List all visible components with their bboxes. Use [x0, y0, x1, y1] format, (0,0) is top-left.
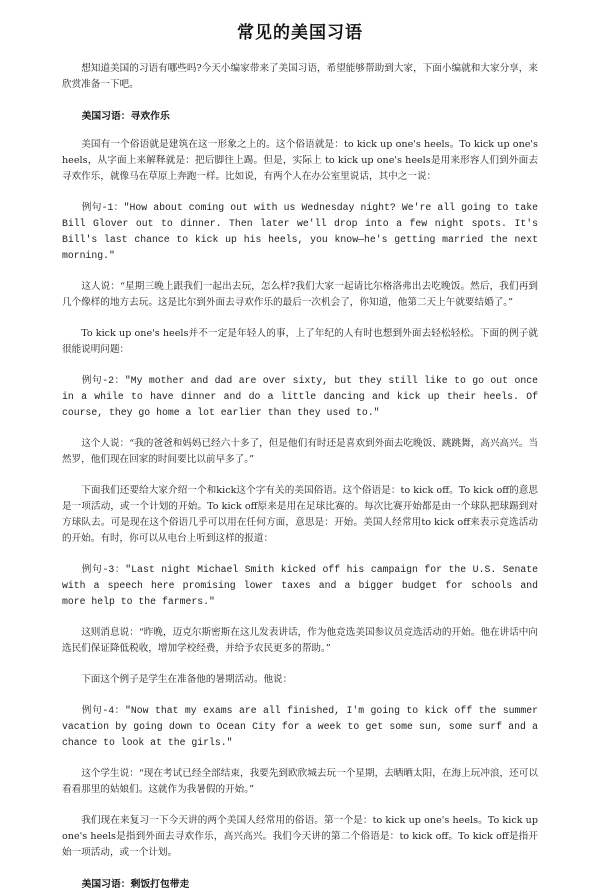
body-paragraph: 下面这个例子是学生在准备他的暑期活动。他说： [81, 674, 293, 685]
section-heading: 美国习语：剩饭打包带走 [81, 879, 190, 890]
translation-paragraph: 这个人说：“我的爸爸和妈妈已经六十多了，但是他们有时还是喜欢到外面去吃晚饭、跳跳舞，高兴高兴。当然罗，他们现在回家的时间要比以前早多了。” [62, 438, 538, 465]
body-paragraph: 下面我们还要给大家介绍一个和kick这个字有关的美国俗语。这个俗语是：to kick off。To kick off的意思是一项活动，或一个计划的开始。To kick off原来是用在足球比赛的。每次比赛开始都是由一个球队把球踢到对方球队去。可是现在这个俗语几乎可以用在任何方面，意思是：开始。美国人经常用to kick off来表示竞选活动的开始。有时，你可以从电台上听到这样的报道： [62, 485, 538, 544]
summary-paragraph: 我们现在来复习一下今天讲的两个美国人经常用的俗语。第一个是：to kick up one's heels。To kick up one's heels是指到外面去寻欢作乐，高兴高兴。我们今天讲的第二个俗语是：to kick off。To kick off是指开始一项活动，或一个计划。 [62, 815, 538, 858]
example-sentence: 例句-3："Last night Michael Smith kicked off his campaign for the U.S. Senate with a speech here promising lower taxes and a bigger budget for schools and more help to the farmers." [62, 564, 538, 607]
body-paragraph: To kick up one's heels并不一定是年轻人的事，上了年纪的人有时也想到外面去轻松轻松。下面的例子就很能说明问题： [62, 328, 538, 355]
translation-paragraph: 这则消息说：“昨晚，迈克尔斯密斯在这儿发表讲话，作为他竞选美国参议员竞选活动的开始。他在讲话中向选民们保证降低税收，增加学校经费，并给予农民更多的帮助。” [62, 627, 538, 654]
example-sentence: 例句-1："How about coming out with us Wednesday night? We're all going to take Bill Glover out to dinner. Then later we'll drop into a few night spots. It's Bill's last chance to kick up his heels, you know—he's getting married the next morning." [62, 202, 538, 261]
body-paragraph: 美国有一个俗语就是建筑在这一形象之上的。这个俗语就是：to kick up one's heels。To kick up one's heels，从字面上来解释就是：把后脚往上踢。但是，实际上 to kick up one's heels是用来形容人们到外面去寻欢作乐，就像马在草原上奔跑一样。比如说，有两个人在办公室里说话，其中之一说： [62, 139, 538, 182]
translation-paragraph: 这个学生说：“现在考试已经全部结束，我要先到欧欣城去玩一个星期，去晒晒太阳，在海上玩冲浪，还可以看看那里的姑娘们。这就作为我暑假的开始。” [62, 768, 538, 795]
example-sentence: 例句-4："Now that my exams are all finished, I'm going to kick off the summer vacation by going down to Ocean City for a week to get some sun, some surf and a chance to look at the girls." [62, 705, 538, 748]
section-heading: 美国习语：寻欢作乐 [81, 111, 170, 122]
translation-paragraph: 这人说：“星期三晚上跟我们一起出去玩，怎么样?我们大家一起请比尔格洛弗出去吃晚饭。然后，我们再到几个像样的地方去玩。这是比尔到外面去寻欢作乐的最后一次机会了，你知道，他第二天上午就要结婚了。” [62, 281, 538, 308]
intro-paragraph: 想知道美国的习语有哪些吗?今天小编家带来了美国习语，希望能够帮助到大家，下面小编就和大家分享，来欣赏准备一下吧。 [62, 63, 538, 90]
example-sentence: 例句-2："My mother and dad are over sixty, but they still like to go out once in a while to have dinner and do a little dancing and kick up their heels. Of course, they go home a lot earlier than they used to." [62, 375, 538, 418]
page-title: 常见的美国习语 [237, 23, 363, 43]
